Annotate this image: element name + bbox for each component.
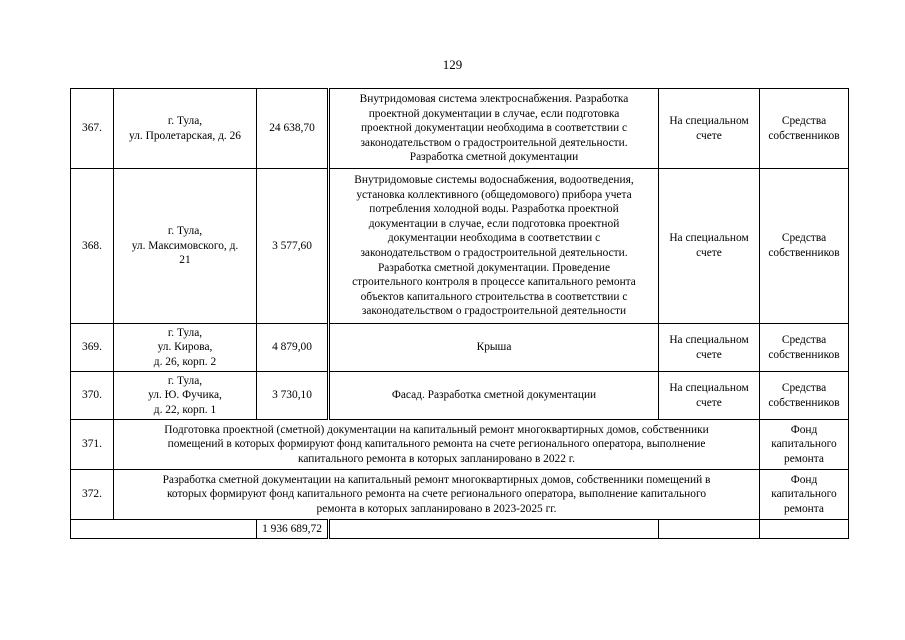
funding-source-cell-line: Средства: [781, 333, 827, 346]
row-number: 369.: [71, 324, 114, 372]
work-description-cell: [329, 324, 659, 372]
table-row: [71, 324, 849, 372]
fund-method-cell-line: счете: [696, 396, 722, 409]
fund-method-cell-line: На специальном: [669, 232, 749, 245]
fund-method-cell-line: счете: [696, 348, 722, 361]
work-description-cell-line: законодательством о градостроительной деятельности.: [360, 136, 628, 149]
work-description-cell-line: проектной документации необходима в соответствии с: [360, 122, 628, 135]
work-description-cell-line: документации необходима в соответствии с: [387, 232, 601, 245]
cost-cell: 4 879,00: [257, 324, 329, 372]
empty-cell: [329, 520, 659, 539]
funding-source-cell-line: собственников: [768, 247, 840, 259]
fund-method-cell: [659, 372, 760, 420]
address-cell-line: ул. Пролетарская, д. 26: [129, 129, 241, 142]
works-table: [70, 88, 849, 539]
total-sum-cell: 1 936 689,72: [257, 520, 329, 539]
funding-source-cell-line: собственников: [768, 129, 840, 142]
funding-source-cell: [760, 420, 849, 470]
address-cell-line: г. Тула,: [167, 114, 203, 127]
table-row: [71, 420, 849, 470]
work-description-cell-line: проектной документации в случае, если подготовка: [368, 107, 620, 120]
address-cell-line: д. 22, корп. 1: [153, 403, 217, 416]
address-cell-line: ул. Максимовского, д.: [131, 239, 239, 252]
work-description-cell-line: Фасад. Разработка сметной документации: [391, 389, 597, 402]
funding-source-cell-line: собственников: [768, 348, 840, 361]
row-number: 368.: [71, 169, 114, 324]
address-cell-line: г. Тула,: [167, 374, 203, 387]
total-row: [71, 520, 849, 539]
address-cell-line: ул. Кирова,: [157, 341, 213, 354]
fund-method-cell: [659, 324, 760, 372]
funding-source-cell-line: капитального: [771, 488, 837, 501]
merged-description-cell-line: капитального ремонта в которых запланировано в 2022 г.: [297, 452, 576, 465]
table-row: [71, 89, 849, 169]
funding-source-cell-line: ремонта: [784, 502, 824, 515]
funding-source-cell: [760, 372, 849, 420]
work-description-cell-line: Внутридомовая система электроснабжения. Разработка: [359, 93, 629, 106]
work-description-cell-line: Разработка сметной документации. Проведение: [377, 261, 611, 274]
address-cell-line: г. Тула,: [167, 326, 203, 339]
work-description-cell-line: законодательством о градостроительной деятельности.: [360, 247, 628, 259]
empty-cell: [71, 520, 257, 539]
funding-source-cell: [760, 470, 849, 520]
funding-source-cell-line: Средства: [781, 381, 827, 394]
funding-source-cell-line: Средства: [781, 114, 827, 127]
cost-cell: 3 577,60: [257, 169, 329, 324]
work-description-cell: [329, 169, 659, 324]
cost-cell: 3 730,10: [257, 372, 329, 420]
merged-description-cell: [114, 420, 760, 470]
fund-method-cell: [659, 169, 760, 324]
merged-description-cell-line: помещений в которых формируют фонд капитального ремонта на счете регионального оператора, выполнение: [167, 438, 706, 451]
work-description-cell-line: документации в случае, если подготовка проектной: [368, 217, 620, 230]
table-row: [71, 169, 849, 324]
address-cell-line: г. Тула,: [167, 225, 203, 238]
funding-source-cell: [760, 324, 849, 372]
work-description-cell-line: объектов капитального строительства в соответствии с: [360, 290, 628, 303]
fund-method-cell-line: На специальном: [669, 114, 749, 127]
work-description-cell-line: Крыша: [476, 341, 512, 354]
empty-cell: [760, 520, 849, 539]
funding-source-cell: [760, 169, 849, 324]
fund-method-cell-line: счете: [696, 129, 722, 142]
address-cell: [114, 89, 257, 169]
funding-source-cell-line: Фонд: [790, 473, 818, 486]
funding-source-cell-line: ремонта: [784, 452, 824, 465]
funding-source-cell-line: капитального: [771, 438, 837, 451]
row-number: 367.: [71, 89, 114, 169]
funding-source-cell: [760, 89, 849, 169]
merged-description-cell-line: Подготовка проектной (сметной) документации на капитальный ремонт многоквартирных домов, собственники: [164, 423, 709, 436]
fund-method-cell-line: На специальном: [669, 333, 749, 346]
work-description-cell-line: установка коллективного (общедомового) прибора учета: [356, 188, 632, 201]
table-row: [71, 470, 849, 520]
merged-description-cell-line: ремонта в которых запланировано в 2023-2025 гг.: [316, 502, 557, 515]
merged-description-cell-line: Разработка сметной документации на капитальный ремонт многоквартирных домов, собственники помещений в: [162, 473, 711, 486]
row-number: 370.: [71, 372, 114, 420]
empty-cell: [659, 520, 760, 539]
work-description-cell-line: законодательством о градостроительной деятельности: [361, 305, 627, 318]
row-number: 371.: [71, 420, 114, 470]
work-description-cell-line: потребления холодной воды. Разработка проектной: [369, 203, 619, 216]
funding-source-cell-line: собственников: [768, 396, 840, 409]
work-description-cell-line: Внутридомовые системы водоснабжения, водоотведения,: [354, 174, 634, 187]
fund-method-cell-line: счете: [696, 247, 722, 259]
merged-description-cell-line: которых формируют фонд капитального ремонта на счете регионального оператора, выполнение капитального: [166, 488, 707, 501]
fund-method-cell: [659, 89, 760, 169]
address-cell-line: 21: [179, 254, 191, 267]
cost-cell: 24 638,70: [257, 89, 329, 169]
row-number: 372.: [71, 470, 114, 520]
work-description-cell: [329, 89, 659, 169]
funding-source-cell-line: Средства: [781, 232, 827, 245]
work-description-cell-line: Разработка сметной документации: [409, 151, 579, 164]
address-cell-line: д. 26, корп. 2: [153, 355, 217, 368]
address-cell: [114, 372, 257, 420]
merged-description-cell: [114, 470, 760, 520]
work-description-cell-line: строительного контроля в процессе капитального ремонта: [352, 276, 636, 289]
page-number: 129: [442, 57, 463, 72]
address-cell-line: ул. Ю. Фучика,: [148, 389, 222, 402]
table-row: [71, 372, 849, 420]
address-cell: [114, 324, 257, 372]
work-description-cell: [329, 372, 659, 420]
address-cell: [114, 169, 257, 324]
funding-source-cell-line: Фонд: [790, 423, 818, 436]
fund-method-cell-line: На специальном: [669, 381, 749, 394]
